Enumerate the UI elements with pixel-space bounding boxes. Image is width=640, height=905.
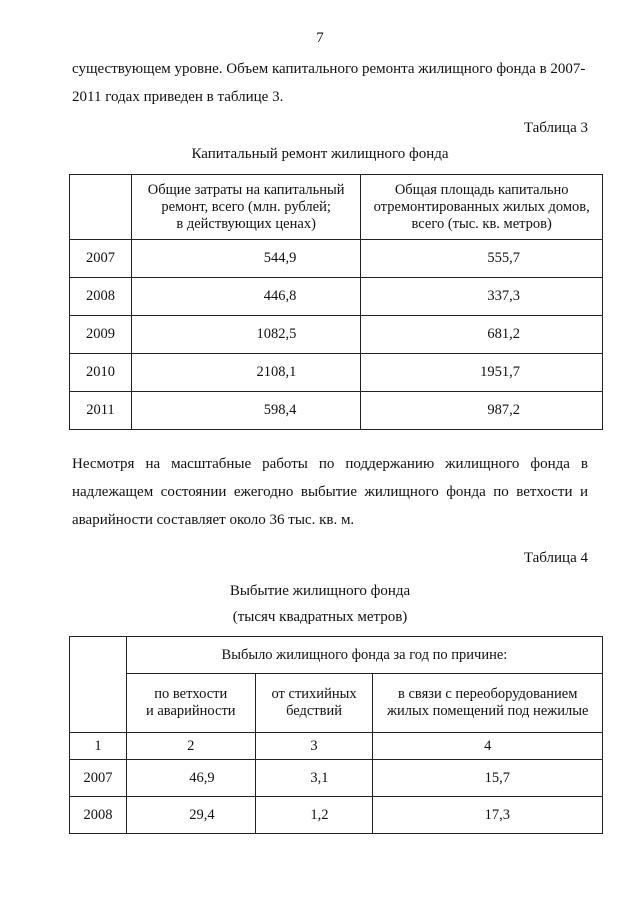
table4-group-header-row	[70, 637, 603, 674]
area-cell: 681,2	[361, 316, 603, 354]
area-cell: 555,7	[361, 240, 603, 278]
table-row	[70, 316, 603, 354]
column-number: 2	[126, 733, 255, 760]
decline-line-2: надлежащем состоянии ежегодно выбытие жилищного фонда по ветхости и	[72, 484, 588, 500]
year-cell: 2008	[70, 797, 127, 834]
column-number: 4	[373, 733, 603, 760]
header-line: ремонт, всего (млн. рублей;	[161, 198, 331, 215]
intro-line-2: 2011 годах приведен в таблице 3.	[72, 89, 284, 105]
header-line: отремонтированных жилых домов,	[373, 198, 590, 215]
table3-label: Таблица 3	[523, 120, 588, 136]
header-line: в связи с переоборудованием	[398, 686, 578, 702]
table-row	[70, 760, 603, 797]
table4-subheader-row	[70, 674, 603, 733]
header-line: бедствий	[286, 703, 343, 719]
capital-repair-table	[69, 174, 603, 430]
area-cell: 987,2	[361, 392, 603, 430]
header-line: и аварийности	[145, 703, 236, 719]
table-row	[70, 240, 603, 278]
header-line: от стихийных	[271, 686, 357, 702]
year-cell: 2009	[70, 316, 132, 354]
year-cell: 2010	[70, 354, 132, 392]
disaster-cell: 3,1	[255, 760, 373, 797]
header-line: Общие затраты на капитальный	[147, 181, 345, 198]
decline-paragraph	[72, 450, 588, 534]
table4-numbering-row	[70, 733, 603, 760]
table4-title: Выбытие жилищного фонда	[229, 583, 411, 599]
table4-group-header: Выбыло жилищного фонда за год по причине:	[126, 637, 602, 674]
table-row	[70, 354, 603, 392]
area-cell: 337,3	[361, 278, 603, 316]
column-number: 3	[255, 733, 373, 760]
table-row	[70, 797, 603, 834]
intro-line-1: существующем уровне. Объем капитального ремонта жилищного фонда в 2007-	[72, 61, 586, 77]
cost-cell: 598,4	[131, 392, 361, 430]
table4-header-empty	[70, 637, 127, 733]
year-cell: 2011	[70, 392, 132, 430]
disaster-cell: 1,2	[255, 797, 373, 834]
cost-cell: 2108,1	[131, 354, 361, 392]
table4-subtitle: (тысяч квадратных метров)	[232, 609, 408, 625]
header-line: жилых помещений под нежилые	[386, 703, 589, 719]
decline-line-3: аварийности составляет около 36 тыс. кв. м.	[72, 512, 355, 528]
table3-header-area	[361, 175, 603, 240]
conversion-cell: 17,3	[373, 797, 603, 834]
decline-line-1: Несмотря на масштабные работы по поддержанию жилищного фонда в	[72, 456, 588, 472]
housing-decline-table	[69, 636, 603, 834]
wear-cell: 46,9	[126, 760, 255, 797]
table3-header-row	[70, 175, 603, 240]
table4-header-wear	[126, 674, 255, 733]
table3-header-cost	[131, 175, 361, 240]
header-line: в действующих ценах)	[176, 215, 316, 232]
table-row	[70, 278, 603, 316]
header-line: Общая площадь капитально	[394, 181, 569, 198]
table4-header-disaster	[255, 674, 373, 733]
table4-label: Таблица 4	[523, 550, 588, 566]
header-line: по ветхости	[154, 686, 228, 702]
intro-paragraph	[72, 55, 588, 111]
cost-cell: 446,8	[131, 278, 361, 316]
page-number: 7	[316, 30, 324, 46]
conversion-cell: 15,7	[373, 760, 603, 797]
cost-cell: 1082,5	[131, 316, 361, 354]
table3-header-empty	[70, 175, 132, 240]
year-cell: 2008	[70, 278, 132, 316]
table4-header-conversion	[373, 674, 603, 733]
wear-cell: 29,4	[126, 797, 255, 834]
area-cell: 1951,7	[361, 354, 603, 392]
header-line: всего (тыс. кв. метров)	[411, 215, 552, 232]
cost-cell: 544,9	[131, 240, 361, 278]
table3-title: Капитальный ремонт жилищного фонда	[191, 146, 449, 162]
table-row	[70, 392, 603, 430]
year-cell: 2007	[70, 760, 127, 797]
column-number: 1	[70, 733, 127, 760]
year-cell: 2007	[70, 240, 132, 278]
